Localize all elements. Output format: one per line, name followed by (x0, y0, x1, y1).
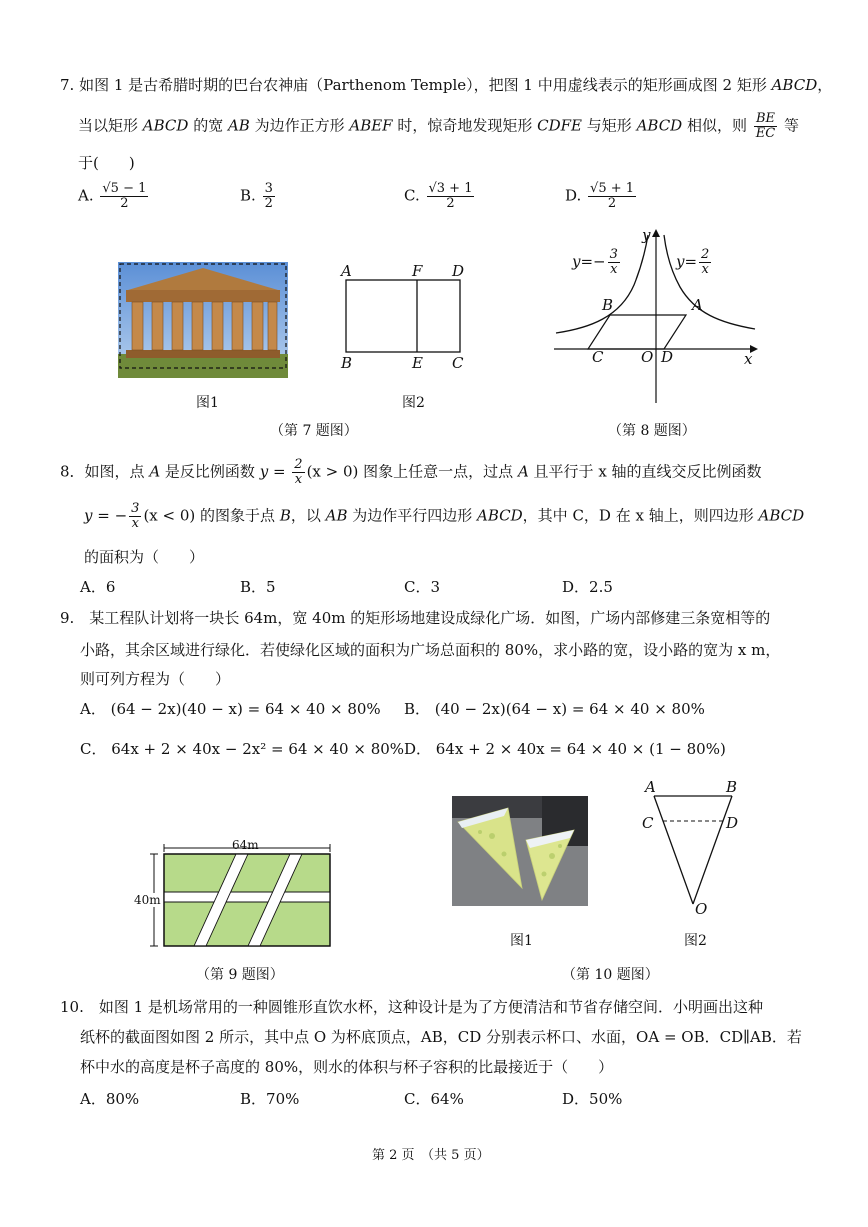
q7-ratio-fraction: $\frac{BE}{EC}$ (755, 111, 776, 141)
cone-cup-photo (452, 796, 588, 906)
q8-option-a[interactable]: A．6 (80, 578, 116, 596)
q10-figure-caption: （第 10 题图） (562, 967, 659, 983)
q10-option-d[interactable]: D．50% (562, 1090, 623, 1108)
q8-point-o: O (641, 348, 654, 366)
q9-line2: 小路，其余区域进行绿化．若使绿化区域的面积为广场总面积的 80%，求小路的宽，设小路的宽为 x m， (80, 641, 781, 659)
q8-graph-label-y: y (642, 226, 651, 244)
q9-option-d[interactable]: D． 64x + 2 × 40x = 64 × 40 × (1 − 80%) (404, 740, 726, 758)
q7-option-d[interactable]: D. $\frac{√5 + 1}{2}$ (565, 181, 635, 211)
q8-option-b[interactable]: B．5 (240, 578, 276, 596)
q8-line2: y = − $\frac{3}{x}$ (x < 0) 的图象于点 B，以 AB 为边作平行四边形 ABCD，其中 C，D 在 x 轴上，则四边形 ABCD (84, 501, 805, 531)
q10-cone-section-diagram (636, 778, 746, 918)
q7-option-b[interactable]: B. $\frac{3}{2}$ (240, 181, 273, 211)
q9-plaza-diagram (140, 840, 340, 952)
q10-label-a: A (645, 778, 656, 796)
q8-point-b: B (602, 296, 614, 314)
q8-option-d[interactable]: D．2.5 (562, 578, 613, 596)
q9-option-c[interactable]: C． 64x + 2 × 40x − 2x² = 64 × 40 × 80% (80, 740, 405, 758)
q10-label-d: D (726, 814, 739, 832)
q7-option-c[interactable]: C. $\frac{√3 + 1}{2}$ (404, 181, 473, 211)
q10-fig1-caption: 图1 (510, 933, 533, 949)
q9-width-label: 40m (134, 893, 161, 907)
q10-option-c[interactable]: C．64% (404, 1090, 464, 1108)
q10-line3: 杯中水的高度是杯子高度的 80%，则水的体积与杯子容积的比最接近于（ ） (80, 1058, 614, 1076)
q8-point-d: D (661, 348, 674, 366)
q7-label-f: F (412, 262, 423, 280)
q10-option-a[interactable]: A．80% (80, 1090, 140, 1108)
q10-option-b[interactable]: B．70% (240, 1090, 300, 1108)
q8-figure-caption: （第 8 题图） (608, 423, 696, 439)
q8-line3: 的面积为（ ） (84, 548, 205, 566)
page-footer: 第 2 页 （共 5 页） (372, 1148, 490, 1163)
q8-option-c[interactable]: C．3 (404, 578, 441, 596)
q9-line3: 则可列方程为（ ） (80, 670, 231, 688)
q7-label-c: C (452, 354, 464, 372)
q8-left-function-label: y=− $\frac{3}{x}$ (572, 247, 618, 277)
q10-label-c: C (642, 814, 654, 832)
q7-label-a: A (341, 262, 352, 280)
q10-fig2-caption: 图2 (684, 933, 707, 949)
q7-line2: 当以矩形 ABCD 的宽 AB 为边作正方形 ABEF 时，惊奇地发现矩形 CDFE 与矩形 ABCD 相似，则 $\frac{BE}{EC}$ 等 (78, 111, 799, 141)
q7-line1: 7. 如图 1 是古希腊时期的巴台农神庙（Parthenom Temple），把图 1 中用虚线表示的矩形画成图 2 矩形 ABCD， (60, 76, 833, 94)
q7-fig1-caption: 图1 (196, 395, 219, 411)
temple-photo (118, 262, 288, 378)
q10-line2: 纸杯的截面图如图 2 所示，其中点 O 为杯底顶点，AB，CD 分别表示杯口、水面，OA = OB．CD∥AB．若 (80, 1028, 802, 1046)
q7-label-b: B (341, 354, 353, 372)
q7-line3: 于( ) (78, 154, 135, 172)
q8-graph-label-x: x (744, 350, 753, 368)
q7-fig2-caption: 图2 (402, 395, 425, 411)
q9-figure-caption: （第 9 题图） (196, 967, 284, 983)
q8-right-function-label: y= $\frac{2}{x}$ (676, 247, 710, 277)
q7-figure-caption: （第 7 题图） (270, 423, 358, 439)
q9-line1: 9. 某工程队计划将一块长 64m，宽 40m 的矩形场地建设成绿化广场．如图，广场内部修建三条宽相等的 (60, 609, 771, 627)
q7-label-e: E (412, 354, 423, 372)
q9-length-label: 64m (232, 838, 259, 852)
q10-label-b: B (726, 778, 738, 796)
q9-option-b[interactable]: B． (40 − 2x)(64 − x) = 64 × 40 × 80% (404, 700, 705, 718)
q10-label-o: O (695, 900, 708, 918)
q10-line1: 10. 如图 1 是机场常用的一种圆锥形直饮水杯，这种设计是为了方便清洁和节省存储空间．小明画出这种 (60, 998, 763, 1016)
q7-option-a[interactable]: A. $\frac{√5 - 1}{2}$ (78, 181, 147, 211)
q8-line1: 8．如图，点 A 是反比例函数 y = $\frac{2}{x}$ (x > 0) 图象上任意一点，过点 A 且平行于 x 轴的直线交反比例函数 (60, 457, 762, 487)
q7-label-d: D (452, 262, 465, 280)
q8-point-c: C (592, 348, 604, 366)
q9-option-a[interactable]: A． (64 − 2x)(40 − x) = 64 × 40 × 80% (80, 700, 381, 718)
q8-point-a: A (692, 296, 703, 314)
